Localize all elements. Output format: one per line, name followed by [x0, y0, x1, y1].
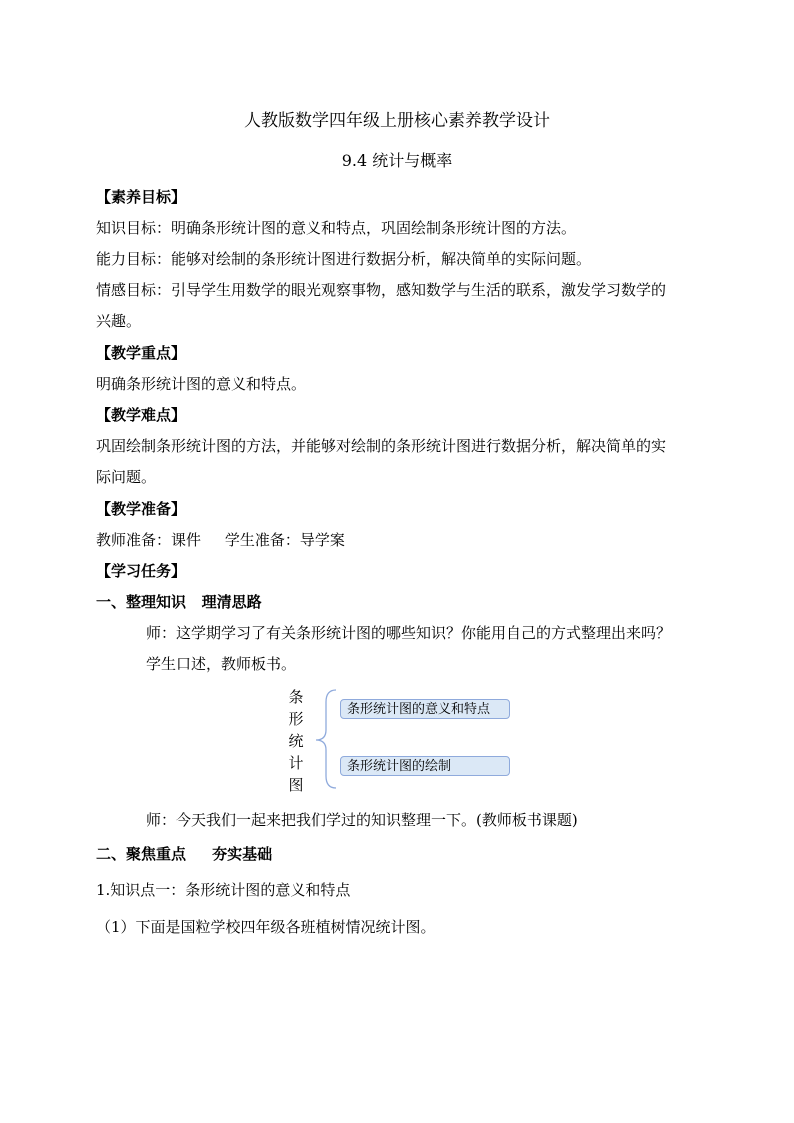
key-points-text: 明确条形统计图的意义和特点。 — [96, 375, 307, 393]
ability-goal: 能力目标：能够对绘制的条形统计图进行数据分析，解决简单的实际问题。 — [96, 250, 592, 268]
difficulties-line1: 巩固绘制条形统计图的方法，并能够对绘制的条形统计图进行数据分析，解决简单的实 — [96, 437, 667, 455]
tasks-heading: 【学习任务】 — [96, 562, 187, 580]
difficulties-heading: 【教学难点】 — [96, 406, 187, 424]
section2-heading: 二、聚焦重点 夯实基础 — [96, 845, 273, 863]
preparation-heading: 【教学准备】 — [96, 500, 187, 518]
teacher-question: 师：这学期学习了有关条形统计图的哪些知识？你能用自己的方式整理出来吗？ — [146, 624, 672, 642]
diagram-char: 图 — [288, 776, 304, 794]
diagram-box-meaning: 条形统计图的意义和特点 — [340, 699, 510, 719]
knowledge-goal: 知识目标：明确条形统计图的意义和特点，巩固绘制条形统计图的方法。 — [96, 219, 577, 237]
document-subtitle: 9.4 统计与概率 — [341, 151, 453, 170]
diagram-box-drawing: 条形统计图的绘制 — [340, 756, 510, 776]
student-response: 学生口述，教师板书。 — [146, 655, 297, 673]
key-points-heading: 【教学重点】 — [96, 344, 187, 362]
diagram-char: 统 — [288, 732, 304, 750]
curly-brace — [312, 684, 342, 794]
section1-heading: 一、整理知识 理清思路 — [96, 593, 262, 611]
emotion-goal-line1: 情感目标：引导学生用数学的眼光观察事物，感知数学与生活的联系，激发学习数学的 — [96, 281, 667, 299]
diagram-char: 计 — [288, 754, 304, 772]
knowledge-diagram — [286, 684, 526, 794]
knowledge-point1: 1.知识点一：条形统计图的意义和特点 — [96, 881, 351, 899]
difficulties-line2: 际问题。 — [96, 468, 157, 486]
goals-heading: 【素养目标】 — [96, 188, 187, 206]
diagram-char: 形 — [288, 710, 304, 728]
diagram-char: 条 — [288, 688, 304, 706]
emotion-goal-line2: 兴趣。 — [96, 312, 142, 330]
teacher-today: 师：今天我们一起来把我们学过的知识整理一下。(教师板书课题) — [146, 811, 578, 829]
item1-text: （1）下面是国粒学校四年级各班植树情况统计图。 — [96, 918, 436, 936]
document-title: 人教版数学四年级上册核心素养教学设计 — [244, 111, 550, 131]
preparation-text: 教师准备：课件 学生准备：导学案 — [96, 531, 345, 549]
